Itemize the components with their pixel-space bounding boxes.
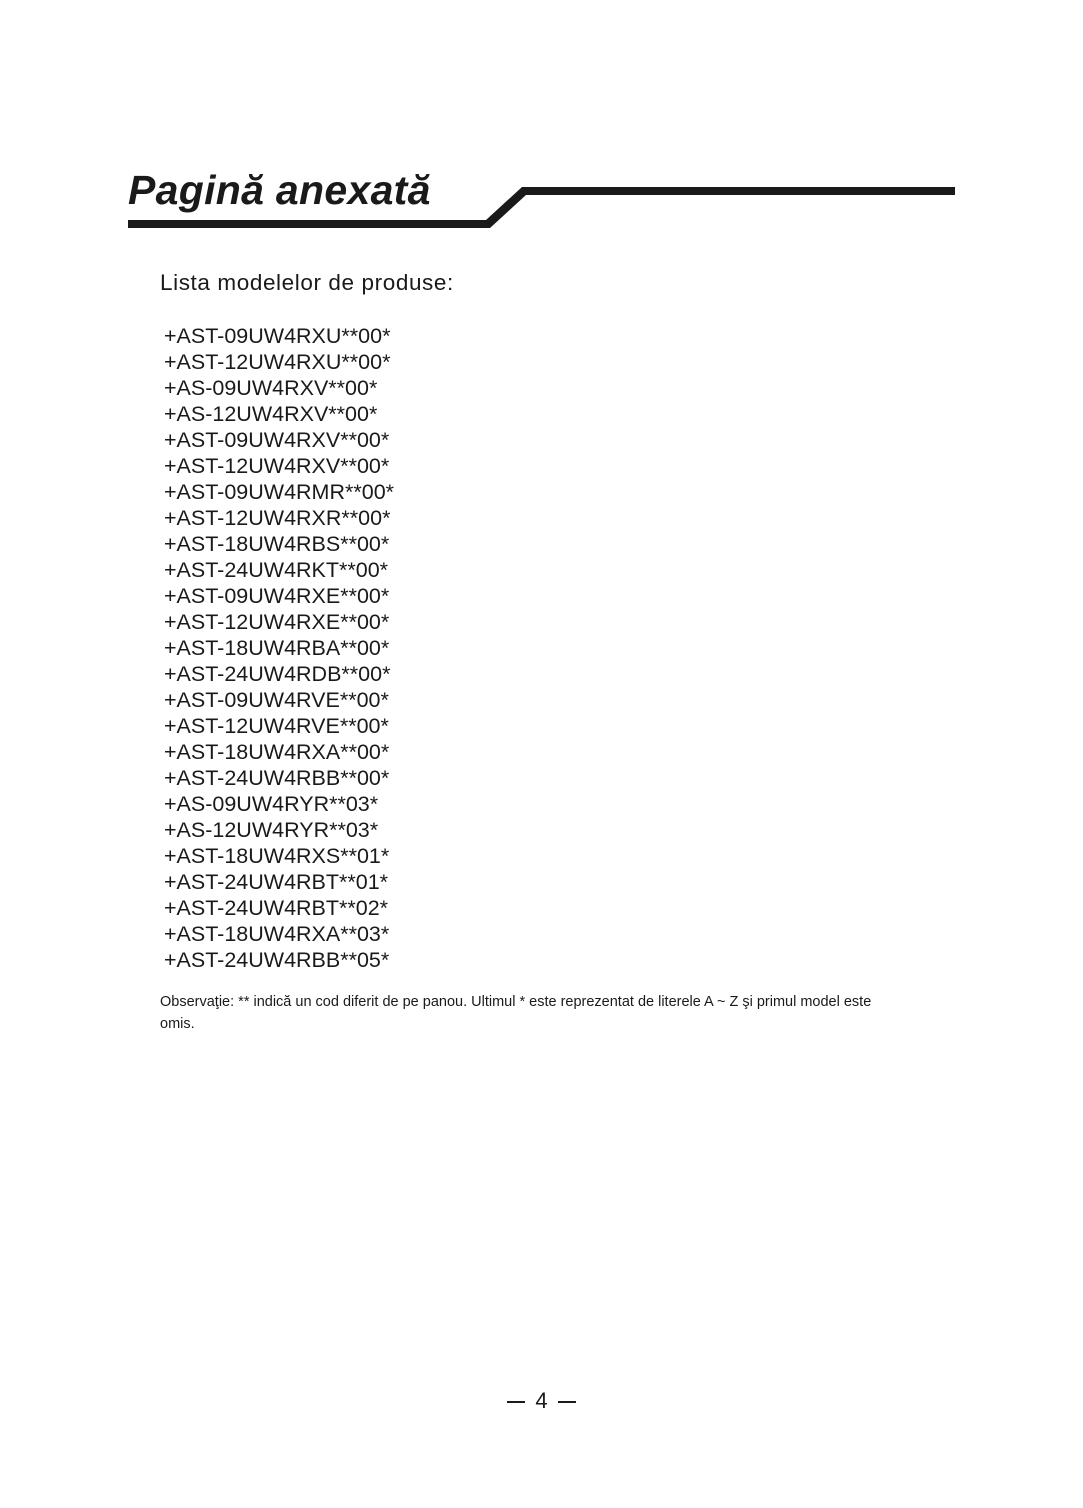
page-title: Pagină anexată [128,167,431,213]
page-number: 4 [535,1388,548,1413]
list-item: +AST-09UW4RVE**00* [164,688,389,712]
list-item: +AST-09UW4RMR**00* [164,480,395,504]
list-item: +AST-12UW4RXE**00* [164,610,390,634]
list-heading: Lista modelelor de produse: [160,270,454,295]
list-item: +AS-12UW4RYR**03* [164,818,379,842]
model-list [164,323,394,973]
dash-left [507,1401,525,1403]
footnote: Observaţie: ** indică un cod diferit de pe panou. Ultimul * este reprezentat de literele A ~ Z şi primul model este omis. [160,994,872,1032]
title-rule [0,0,1083,260]
list-item: +AST-18UW4RXA**00* [164,740,390,764]
list-item: +AST-18UW4RXA**03* [164,922,390,946]
list-item: +AST-18UW4RXS**01* [164,844,390,868]
list-item: +AST-09UW4RXE**00* [164,584,390,608]
list-item: +AS-09UW4RYR**03* [164,792,379,816]
list-item: +AST-09UW4RXV**00* [164,428,390,452]
page-number-block [0,1388,1083,1414]
list-item: +AST-24UW4RBT**02* [164,896,389,920]
list-item: +AST-24UW4RBT**01* [164,870,389,894]
list-item: +AST-24UW4RBB**00* [164,766,390,790]
list-item: +AS-09UW4RXV**00* [164,376,378,400]
dash-right [558,1401,576,1403]
list-item: +AST-18UW4RBS**00* [164,532,390,556]
list-item: +AS-12UW4RXV**00* [164,402,378,426]
list-item: +AST-12UW4RXU**00* [164,350,391,374]
list-item: +AST-12UW4RXV**00* [164,454,390,478]
list-item: +AST-12UW4RVE**00* [164,714,389,738]
list-item: +AST-24UW4RKT**00* [164,558,389,582]
list-item: +AST-24UW4RDB**00* [164,662,391,686]
list-item: +AST-09UW4RXU**00* [164,324,391,348]
list-item: +AST-18UW4RBA**00* [164,636,390,660]
list-item: +AST-24UW4RBB**05* [164,948,390,972]
list-item: +AST-12UW4RXR**00* [164,506,391,530]
